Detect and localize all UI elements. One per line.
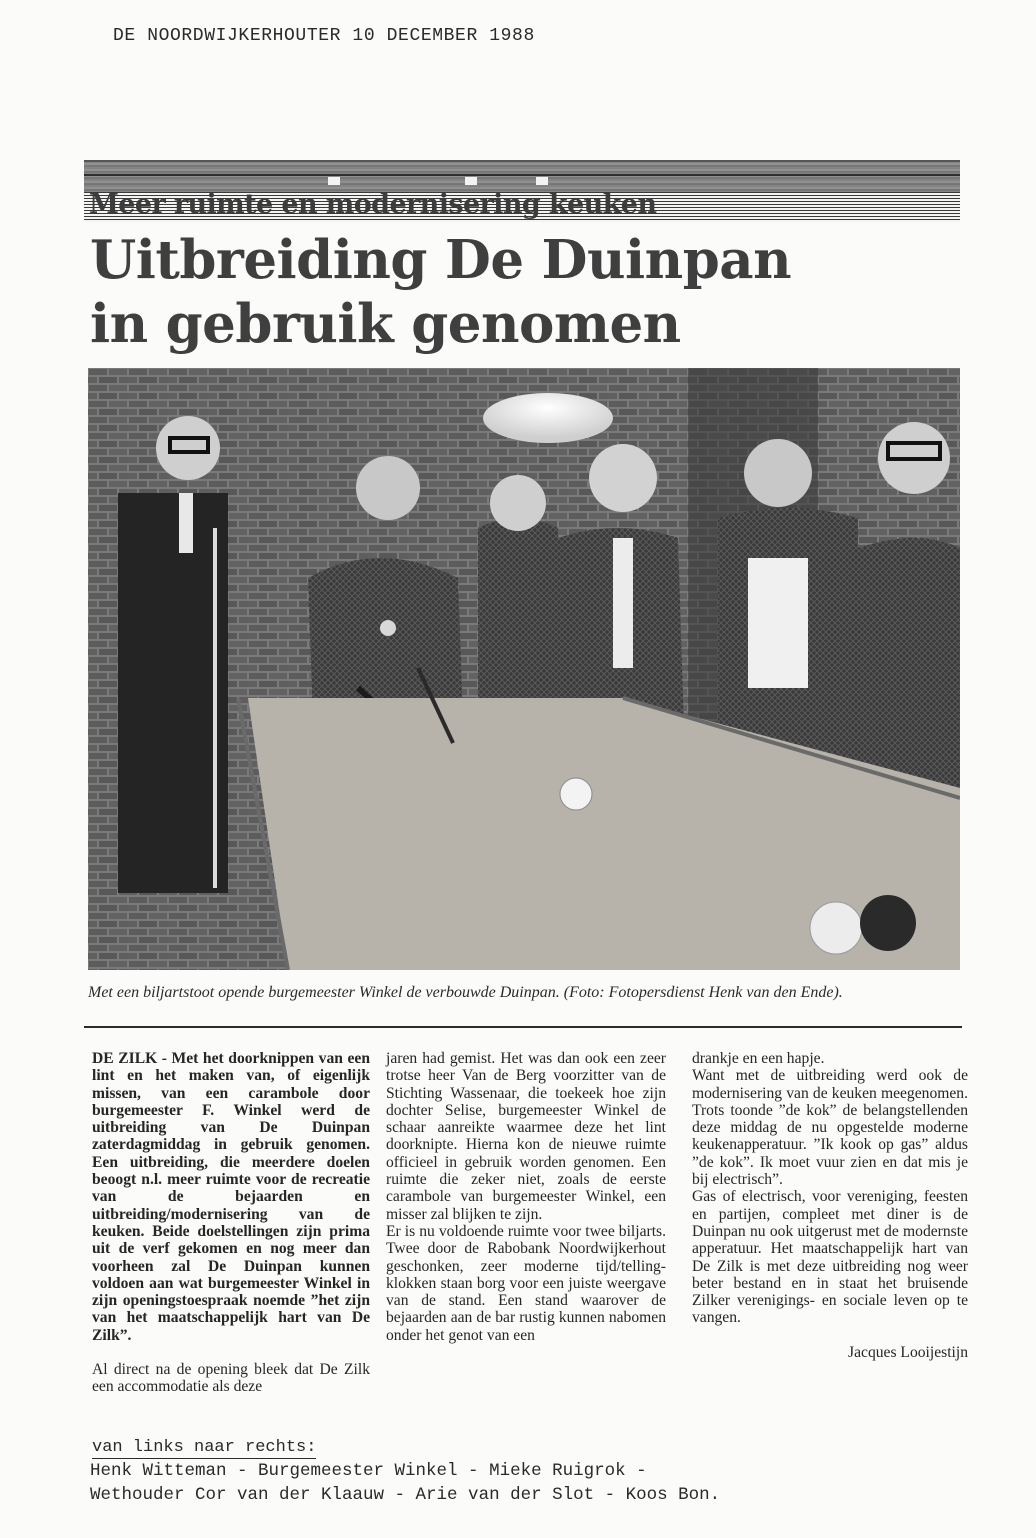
credits-heading: van links naar rechts: (92, 1438, 317, 1457)
band-dash (465, 177, 477, 185)
article-headline (90, 228, 970, 356)
publication-header: DE NOORDWIJKERHOUTER 10 DECEMBER 1988 (113, 26, 535, 46)
kicker-text: Meer ruimte en modernisering keuken (89, 189, 657, 220)
article-column-1 (92, 1050, 370, 1396)
ceiling-lamp (483, 393, 613, 443)
article-photo (88, 368, 960, 970)
body-paragraph: Al direct na de opening bleek dat De Zilk een accommodatie als deze (92, 1361, 370, 1396)
billiards-photo-illustration (88, 368, 960, 970)
headline-line-2: in gebruik genomen (90, 293, 681, 355)
body-paragraph: jaren had gemist. Het was dan ook een zeer trotse heer Van de Berg voorzitter van de Stichting Wassenaar, die toekeek hoe zijn dochter Selise, burgemeester Winkel de schaar aanreikte waarmee deze het lint doorknipte. Hierna kon de nieuwe ruimte officieel in gebruik worden genomen. Een ruimte die zeker niet, zoals de eerste carambole van burgemeester Winkel, een misser zal blijken te zijn. (386, 1050, 666, 1223)
band-dash (536, 177, 548, 185)
caption-divider (84, 1026, 962, 1028)
red-ball (860, 895, 916, 951)
author-byline: Jacques Looijestijn (848, 1343, 968, 1361)
band-rule (84, 174, 960, 176)
body-paragraph: Gas of electrisch, voor vereniging, feesten en partijen, compleet met diner is de Duinpan nu ook uitgerust met de modernste apperatuur. Het maatschappelijk hart van De Zilk is met deze uitbreiding nog weer beter bestand en in staat het bruisende Zilker verenigings- en sociale leven op te vangen. (692, 1188, 968, 1327)
article-kicker (84, 189, 960, 222)
article-column-3 (692, 1050, 968, 1361)
lead-paragraph: DE ZILK - Met het doorknippen van een lint en het maken van, of eigenlijk missen, van een carambole door burgemeester F. Winkel werd de uitbreiding van De Duinpan zaterdagmiddag in gebruik genomen. Een uitbreiding, die meerdere doelen beoogt n.l. meer ruimte voor de recreatie van de bejaarden en uitbreiding/modernisering van de keuken. Beide doelstellingen zijn prima uit de verf gekomen en nog meer dan voorheen zal De Duinpan kunnen voldoen aan wat burgemeester Winkel in zijn openingstoespraak noemde ”het zijn van het maatschappelijk hart van De Zilk”. (92, 1050, 370, 1344)
photo-caption: Met een biljartstoot opende burgemeester Winkel de verbouwde Duinpan. (Foto: Fotopersdienst Henk van den Ende). (88, 984, 843, 1001)
body-paragraph: Er is nu voldoende ruimte voor twee biljarts. Twee door de Rabobank Noordwijkerhout geschonken, zeer moderne tijd/telling-klokken staan borg voor een juiste weergave van de stand. Een stand waarover de bejaarden aan de bar rustig kunnen nabomen onder het genot van een (386, 1222, 666, 1344)
credits-names-line: Henk Witteman - Burgemeester Winkel - Mieke Ruigrok - (90, 1461, 647, 1481)
body-paragraph: Want met de uitbreiding werd ook de modernisering van de keuken meegenomen. Trots toonde ”de kok” de belangstellenden deze middag de nu opgestelde moderne keukenapperatuur. ”Ik kook op gas” aldus ”de kok”. Ik moet vuur zien en dat mis je bij electrisch”. (692, 1067, 968, 1189)
band-dash (328, 177, 340, 185)
cue-ball (810, 902, 862, 954)
headline-line-1: Uitbreiding De Duinpan (90, 229, 792, 291)
credits-names-line: Wethouder Cor van der Klaauw - Arie van der Slot - Koos Bon. (90, 1485, 721, 1505)
article-column-2 (386, 1050, 666, 1344)
white-ball (560, 778, 592, 810)
body-paragraph: drankje en een hapje. (692, 1050, 825, 1067)
